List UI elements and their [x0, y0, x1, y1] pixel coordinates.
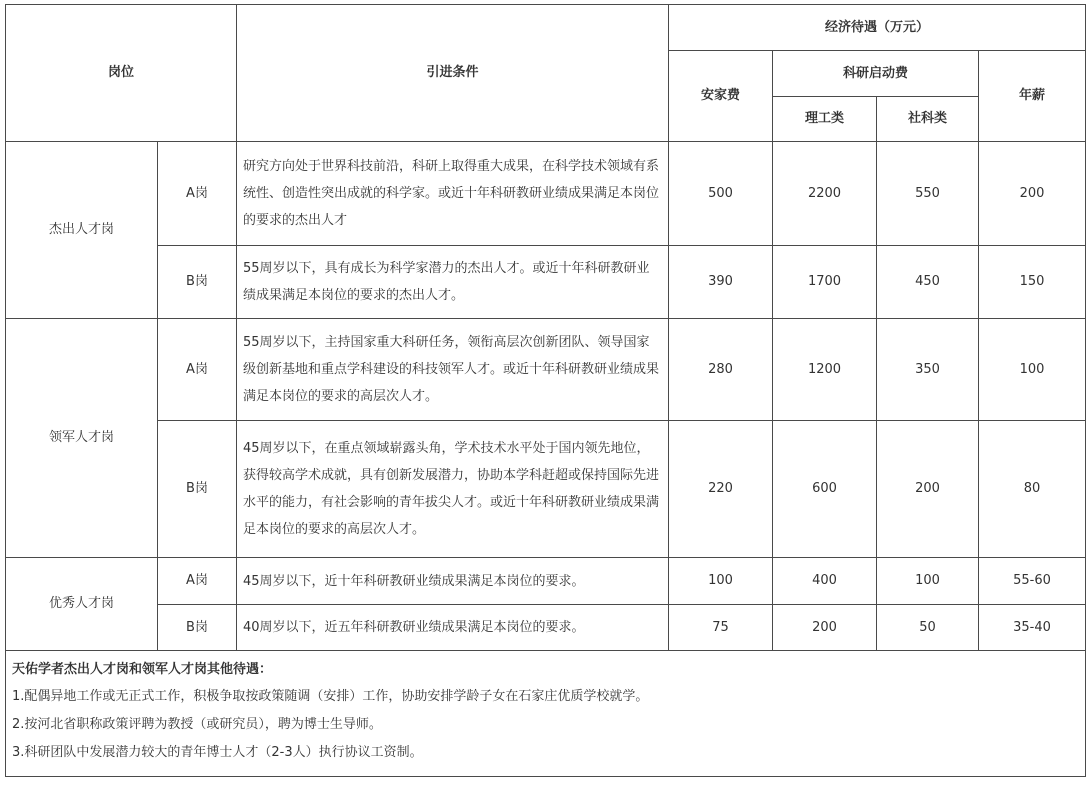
social-sci-cell: 200 — [877, 421, 979, 558]
header-startup-funds: 科研启动费 — [773, 51, 979, 97]
header-settlement: 安家费 — [669, 51, 773, 142]
salary-cell: 200 — [979, 142, 1086, 246]
settlement-cell: 75 — [669, 605, 773, 651]
settlement-cell: 280 — [669, 319, 773, 421]
note-item: 3.科研团队中发展潜力较大的青年博士人才（2-3人）执行协议工资制。 — [12, 745, 423, 760]
science-eng-cell: 600 — [773, 421, 877, 558]
salary-cell: 55-60 — [979, 558, 1086, 605]
header-position: 岗位 — [6, 5, 237, 142]
level-cell: B岗 — [158, 246, 237, 319]
table-row — [6, 421, 1086, 558]
salary-cell: 150 — [979, 246, 1086, 319]
note-item: 2.按河北省职称政策评聘为教授（或研究员），聘为博士生导师。 — [12, 717, 382, 732]
table-row — [6, 605, 1086, 651]
header-science-engineering: 理工类 — [773, 97, 877, 142]
table-row — [6, 558, 1086, 605]
social-sci-cell: 550 — [877, 142, 979, 246]
group-name: 杰出人才岗 — [6, 142, 158, 319]
talent-treatment-table — [5, 4, 1086, 777]
social-sci-cell: 50 — [877, 605, 979, 651]
science-eng-cell: 200 — [773, 605, 877, 651]
settlement-cell: 500 — [669, 142, 773, 246]
header-annual-salary: 年薪 — [979, 51, 1086, 142]
table-row — [6, 246, 1086, 319]
social-sci-cell: 350 — [877, 319, 979, 421]
condition-cell: 45周岁以下，在重点领域崭露头角，学术技术水平处于国内领先地位，获得较高学术成就，具有创新发展潜力，协助本学科赶超或保持国际先进水平的能力，有社会影响的青年拔尖人才。或近十年科研教研业绩成果满足本岗位的要求的高层次人才。 — [237, 421, 669, 558]
condition-cell: 45周岁以下，近十年科研教研业绩成果满足本岗位的要求。 — [237, 558, 669, 605]
header-social-science: 社科类 — [877, 97, 979, 142]
other-benefits-notes — [6, 651, 1086, 777]
science-eng-cell: 2200 — [773, 142, 877, 246]
level-cell: A岗 — [158, 142, 237, 246]
notes-title: 天佑学者杰出人才岗和领军人才岗其他待遇： — [12, 662, 273, 677]
settlement-cell: 390 — [669, 246, 773, 319]
level-cell: A岗 — [158, 558, 237, 605]
header-economic-treatment: 经济待遇（万元） — [669, 5, 1086, 51]
level-cell: B岗 — [158, 605, 237, 651]
condition-cell: 40周岁以下，近五年科研教研业绩成果满足本岗位的要求。 — [237, 605, 669, 651]
table-row — [6, 142, 1086, 246]
settlement-cell: 100 — [669, 558, 773, 605]
condition-cell: 55周岁以下，主持国家重大科研任务，领衔高层次创新团队、领导国家级创新基地和重点学科建设的科技领军人才。或近十年科研教研业绩成果满足本岗位的要求的高层次人才。 — [237, 319, 669, 421]
social-sci-cell: 100 — [877, 558, 979, 605]
social-sci-cell: 450 — [877, 246, 979, 319]
salary-cell: 35-40 — [979, 605, 1086, 651]
header-conditions: 引进条件 — [237, 5, 669, 142]
group-name: 优秀人才岗 — [6, 558, 158, 651]
salary-cell: 100 — [979, 319, 1086, 421]
table-row — [6, 319, 1086, 421]
science-eng-cell: 1200 — [773, 319, 877, 421]
condition-cell: 55周岁以下，具有成长为科学家潜力的杰出人才。或近十年科研教研业绩成果满足本岗位的要求的杰出人才。 — [237, 246, 669, 319]
science-eng-cell: 400 — [773, 558, 877, 605]
note-item: 1.配偶异地工作或无正式工作，积极争取按政策随调（安排）工作，协助安排学龄子女在石家庄优质学校就学。 — [12, 689, 649, 704]
group-name: 领军人才岗 — [6, 319, 158, 558]
science-eng-cell: 1700 — [773, 246, 877, 319]
level-cell: B岗 — [158, 421, 237, 558]
level-cell: A岗 — [158, 319, 237, 421]
salary-cell: 80 — [979, 421, 1086, 558]
settlement-cell: 220 — [669, 421, 773, 558]
condition-cell: 研究方向处于世界科技前沿，科研上取得重大成果，在科学技术领域有系统性、创造性突出成就的科学家。或近十年科研教研业绩成果满足本岗位的要求的杰出人才 — [237, 142, 669, 246]
